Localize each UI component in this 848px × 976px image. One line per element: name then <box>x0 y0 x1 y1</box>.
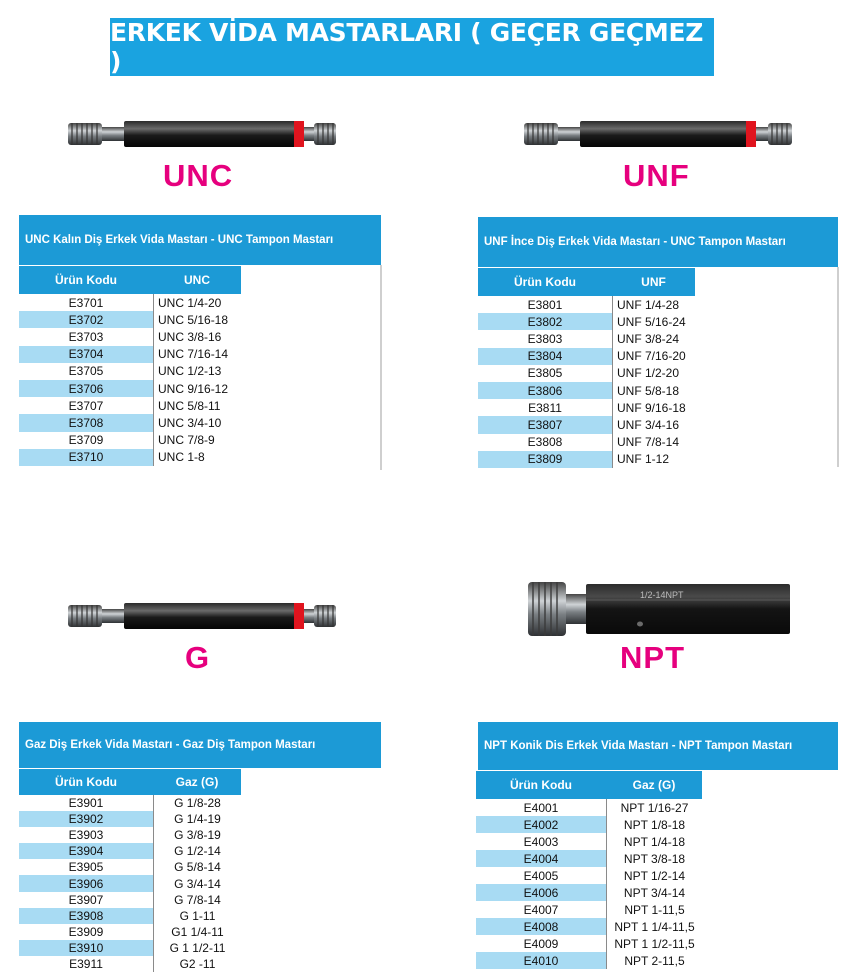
product-code: E3708 <box>68 415 104 430</box>
table-row <box>19 449 241 466</box>
table-row <box>19 908 241 924</box>
product-code: E4006 <box>523 885 559 900</box>
thread-size: UNC 3/4-10 <box>153 414 241 431</box>
thread-size: G 1/8-28 <box>153 795 241 811</box>
thread-size: UNF 5/8-18 <box>612 382 695 399</box>
product-code: E4005 <box>523 868 559 883</box>
thread-size: G2 -11 <box>153 956 241 972</box>
table-row <box>478 434 695 451</box>
table-row <box>19 432 241 449</box>
table-row <box>476 918 702 935</box>
product-code: E3809 <box>527 452 563 467</box>
thread-size: UNF 5/16-24 <box>612 313 695 330</box>
table-row <box>19 859 241 875</box>
table-row <box>478 365 695 382</box>
product-code: E3702 <box>68 312 104 327</box>
table-row <box>476 952 702 969</box>
table-row <box>478 451 695 468</box>
table-header <box>19 266 241 294</box>
thread-size: UNC 5/16-18 <box>153 311 241 328</box>
divider <box>837 267 839 467</box>
product-code: E3902 <box>68 812 104 827</box>
table-row <box>19 311 241 328</box>
table-row <box>476 935 702 952</box>
column-header-thread: UNF <box>641 275 666 289</box>
product-code: E3905 <box>68 860 104 875</box>
unc-table-heading: UNC Kalın Diş Erkek Vida Mastarı - UNC Tampon Mastarı <box>19 215 381 265</box>
table-row <box>19 328 241 345</box>
product-code: E3811 <box>528 400 562 415</box>
thread-size: UNF 3/4-16 <box>612 416 695 433</box>
product-code: E4007 <box>523 902 559 917</box>
product-code: E3909 <box>68 924 104 939</box>
table-row <box>476 901 702 918</box>
product-code: E4004 <box>523 851 559 866</box>
table-row <box>19 940 241 956</box>
product-code: E3907 <box>68 892 104 907</box>
thread-size: UNC 5/8-11 <box>153 397 241 414</box>
table-row <box>19 875 241 891</box>
npt-table <box>476 771 702 969</box>
table-row <box>19 924 241 940</box>
table-header <box>476 771 702 799</box>
table-row <box>478 296 695 313</box>
thread-size: G 3/4-14 <box>153 875 241 891</box>
table-row <box>478 416 695 433</box>
table-row <box>19 346 241 363</box>
thread-size: UNF 1-12 <box>612 451 695 468</box>
divider <box>380 265 382 470</box>
thread-size: G 1/4-19 <box>153 811 241 827</box>
product-code: E3904 <box>68 844 104 859</box>
thread-size: UNC 7/16-14 <box>153 346 241 363</box>
thread-size: UNC 7/8-9 <box>153 432 241 449</box>
table-header <box>478 268 695 296</box>
npt-label: NPT <box>620 640 685 675</box>
unf-gauge-image <box>524 114 792 154</box>
product-code: E3705 <box>68 364 104 379</box>
product-code: E4003 <box>523 834 559 849</box>
npt-gauge-image <box>528 578 790 640</box>
product-code: E3901 <box>68 796 104 811</box>
thread-size: UNC 1/4-20 <box>153 294 241 311</box>
g-table-heading: Gaz Diş Erkek Vida Mastarı - Gaz Diş Tampon Mastarı <box>19 722 381 768</box>
thread-size: G 1/2-14 <box>153 843 241 859</box>
column-header-thread: UNC <box>184 273 210 287</box>
thread-size: NPT 1 1/2-11,5 <box>606 935 702 952</box>
product-code: E3805 <box>527 366 563 381</box>
product-code: E3701 <box>68 295 104 310</box>
unc-label: UNC <box>163 158 234 193</box>
table-row <box>19 843 241 859</box>
column-header-thread: Gaz (G) <box>632 778 676 792</box>
thread-size: NPT 1-11,5 <box>606 901 702 918</box>
table-row <box>19 892 241 908</box>
table-row <box>478 313 695 330</box>
g-label: G <box>185 640 211 675</box>
table-row <box>19 294 241 311</box>
table-row <box>478 330 695 347</box>
unc-table <box>19 266 241 466</box>
table-row <box>476 833 702 850</box>
product-code: E3707 <box>68 398 104 413</box>
product-code: E3703 <box>68 329 104 344</box>
thread-size: G 1 1/2-11 <box>153 940 241 956</box>
table-row <box>19 956 241 972</box>
unf-table <box>478 268 695 468</box>
table-row <box>478 399 695 416</box>
unc-gauge-image <box>68 114 336 154</box>
product-code: E4008 <box>523 919 559 934</box>
product-code: E3804 <box>527 349 563 364</box>
thread-size: UNF 7/16-20 <box>612 348 695 365</box>
thread-size: G 7/8-14 <box>153 892 241 908</box>
npt-gauge-engraving: 1/2-14NPT <box>640 590 684 600</box>
product-code: E3906 <box>68 876 104 891</box>
g-table <box>19 769 241 972</box>
table-row <box>476 850 702 867</box>
thread-size: G1 1/4-11 <box>153 924 241 940</box>
g-gauge-image <box>68 596 336 636</box>
product-code: E4010 <box>523 953 559 968</box>
thread-size: UNC 3/8-16 <box>153 328 241 345</box>
table-row <box>19 827 241 843</box>
product-code: E3806 <box>527 383 563 398</box>
thread-size: NPT 1/2-14 <box>606 867 702 884</box>
table-row <box>19 811 241 827</box>
column-header-thread: Gaz (G) <box>175 775 219 789</box>
product-code: E4009 <box>523 936 559 951</box>
column-header-code: Ürün Kodu <box>55 775 117 789</box>
table-row <box>19 414 241 431</box>
product-code: E4001 <box>523 800 559 815</box>
column-header-code: Ürün Kodu <box>510 778 572 792</box>
table-row <box>19 397 241 414</box>
product-code: E4002 <box>523 817 559 832</box>
product-code: E3911 <box>69 956 103 971</box>
product-code: E3808 <box>527 435 563 450</box>
thread-size: UNF 7/8-14 <box>612 434 695 451</box>
thread-size: NPT 1/8-18 <box>606 816 702 833</box>
product-code: E3910 <box>68 940 104 955</box>
table-row <box>476 867 702 884</box>
thread-size: UNC 9/16-12 <box>153 380 241 397</box>
thread-size: UNF 1/2-20 <box>612 365 695 382</box>
thread-size: UNF 1/4-28 <box>612 296 695 313</box>
product-code: E3802 <box>527 314 563 329</box>
table-row <box>478 348 695 365</box>
table-row <box>19 795 241 811</box>
thread-size: UNF 3/8-24 <box>612 330 695 347</box>
thread-size: UNC 1-8 <box>153 449 241 466</box>
thread-size: NPT 1/4-18 <box>606 833 702 850</box>
thread-size: NPT 1/16-27 <box>606 799 702 816</box>
product-code: E3709 <box>68 433 104 448</box>
unf-label: UNF <box>623 158 690 193</box>
thread-size: G 3/8-19 <box>153 827 241 843</box>
table-row <box>19 363 241 380</box>
thread-size: UNF 9/16-18 <box>612 399 695 416</box>
product-code: E3801 <box>527 297 563 312</box>
thread-size: G 5/8-14 <box>153 859 241 875</box>
table-row <box>478 382 695 399</box>
thread-size: NPT 1 1/4-11,5 <box>606 918 702 935</box>
thread-size: G 1-11 <box>153 908 241 924</box>
table-row <box>476 816 702 833</box>
column-header-code: Ürün Kodu <box>514 275 576 289</box>
table-row <box>476 799 702 816</box>
product-code: E3807 <box>527 417 563 432</box>
thread-size: NPT 3/4-14 <box>606 884 702 901</box>
product-code: E3710 <box>68 450 104 465</box>
product-code: E3803 <box>527 331 563 346</box>
unf-table-heading: UNF İnce Diş Erkek Vida Mastarı - UNC Tampon Mastarı <box>478 217 838 267</box>
thread-size: UNC 1/2-13 <box>153 363 241 380</box>
product-code: E3704 <box>68 347 104 362</box>
product-code: E3706 <box>68 381 104 396</box>
product-code: E3903 <box>68 828 104 843</box>
product-code: E3908 <box>68 908 104 923</box>
npt-table-heading: NPT Konik Dis Erkek Vida Mastarı - NPT Tampon Mastarı <box>478 722 838 770</box>
table-row <box>19 380 241 397</box>
page-title: ERKEK VİDA MASTARLARI ( GEÇER GEÇMEZ ) <box>110 18 714 76</box>
table-row <box>476 884 702 901</box>
column-header-code: Ürün Kodu <box>55 273 117 287</box>
table-header <box>19 769 241 795</box>
thread-size: NPT 2-11,5 <box>606 952 702 969</box>
thread-size: NPT 3/8-18 <box>606 850 702 867</box>
